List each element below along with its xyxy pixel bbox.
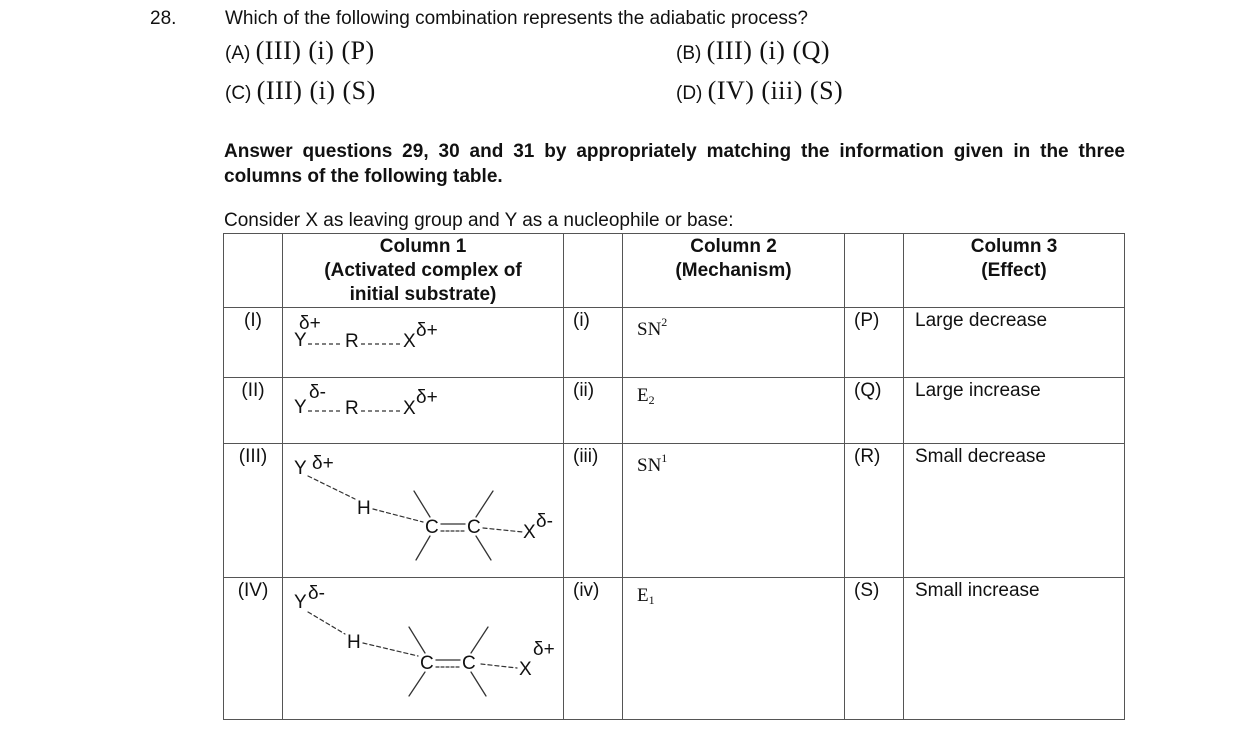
column-1-subtitle-2: initial substrate) — [349, 284, 497, 305]
mechanism-name: E — [637, 385, 649, 406]
mechanism-cell — [623, 578, 845, 720]
question-number: 28. — [150, 8, 177, 29]
carbon-2-label: C — [467, 517, 481, 538]
header-blank-3 — [845, 234, 904, 308]
option-d — [676, 76, 843, 106]
activated-complex-III — [283, 444, 564, 578]
table-row — [224, 578, 1125, 720]
option-b-letter: (B) — [676, 43, 702, 64]
mechanism-number: (iii) — [564, 444, 623, 578]
activated-complex-IV — [283, 578, 564, 720]
mechanism-cell — [623, 308, 845, 378]
substituent-bond — [471, 627, 488, 653]
mechanism-cell — [623, 378, 845, 444]
activated-complex-II — [283, 378, 564, 444]
partial-bond — [373, 509, 423, 522]
nucleophile-charge: δ- — [309, 382, 326, 403]
matching-table — [223, 233, 1125, 720]
effect-text: Small decrease — [904, 444, 1125, 578]
substituent-bond — [416, 536, 430, 560]
leaving-group-label: X — [523, 522, 536, 543]
leaving-group-label: X — [403, 331, 416, 352]
option-b-value: (III) (i) (Q) — [706, 36, 831, 65]
column-2-title: Column 2 — [690, 236, 777, 257]
effect-text: Large decrease — [904, 308, 1125, 378]
mechanism-number: (i) — [564, 308, 623, 378]
partial-bond — [483, 528, 523, 532]
effect-letter: (Q) — [845, 378, 904, 444]
option-d-value: (IV) (iii) (S) — [707, 76, 844, 105]
table-row — [224, 444, 1125, 578]
activated-complex-I — [283, 308, 564, 378]
effect-text: Large increase — [904, 378, 1125, 444]
leaving-group-charge: δ+ — [416, 387, 438, 408]
option-b — [676, 36, 830, 66]
row-number: (IV) — [224, 578, 283, 720]
hydrogen-label: H — [357, 498, 371, 519]
instruction-text: Answer questions 29, 30 and 31 by appropriately matching the information given in the three columns of the following table. — [224, 141, 1125, 187]
carbon-1-label: C — [420, 653, 434, 674]
header-blank-2 — [564, 234, 623, 308]
leaving-group-charge: δ+ — [416, 320, 438, 341]
activated-complex-cell — [283, 378, 564, 444]
mechanism-number: (iv) — [564, 578, 623, 720]
header-blank-1 — [224, 234, 283, 308]
column-1-subtitle-1: (Activated complex of — [324, 260, 522, 281]
leaving-group-label: X — [403, 398, 416, 419]
row-number: (III) — [224, 444, 283, 578]
nucleophile-charge: δ+ — [299, 313, 321, 334]
option-a-letter: (A) — [225, 43, 251, 64]
leaving-group-label: X — [519, 659, 532, 680]
mechanism-name: SN — [637, 455, 662, 476]
hydrogen-label: H — [347, 632, 361, 653]
mechanism-order: 2 — [661, 315, 668, 329]
substituent-bond — [476, 491, 493, 517]
base-charge: δ+ — [312, 453, 334, 474]
effect-letter: (P) — [845, 308, 904, 378]
option-c — [225, 76, 376, 106]
base-label: Y — [294, 592, 307, 613]
column-2-subtitle: (Mechanism) — [675, 260, 792, 281]
partial-bond — [481, 664, 517, 668]
mechanism-name: SN — [637, 319, 662, 340]
nucleophile-label: Y — [294, 330, 307, 351]
question-text: Which of the following combination represents the adiabatic process? — [225, 8, 808, 29]
partial-bond — [308, 476, 355, 499]
row-number: (I) — [224, 308, 283, 378]
option-c-value: (III) (i) (S) — [256, 76, 376, 105]
table-row — [224, 308, 1125, 378]
base-charge: δ- — [308, 583, 325, 604]
consider-text: Consider X as leaving group and Y as a nucleophile or base: — [224, 210, 734, 231]
table-row — [224, 378, 1125, 444]
carbon-1-label: C — [425, 517, 439, 538]
column-3-header — [904, 234, 1125, 308]
nucleophile-label: Y — [294, 397, 307, 418]
option-c-letter: (C) — [225, 83, 252, 104]
leaving-group-charge: δ- — [536, 511, 553, 532]
base-label: Y — [294, 458, 307, 479]
substrate-label: R — [345, 331, 359, 352]
row-number: (II) — [224, 378, 283, 444]
effect-letter: (R) — [845, 444, 904, 578]
option-a-value: (III) (i) (P) — [255, 36, 375, 65]
mechanism-number: (ii) — [564, 378, 623, 444]
column-3-title: Column 3 — [970, 236, 1058, 257]
leaving-group-charge: δ+ — [533, 639, 555, 660]
mechanism-name: E — [637, 585, 649, 606]
column-1-header — [283, 234, 564, 308]
partial-bond — [363, 643, 418, 656]
column-2-header — [623, 234, 845, 308]
mechanism-order: 1 — [661, 451, 668, 465]
mechanism-cell — [623, 444, 845, 578]
column-3-subtitle: (Effect) — [981, 260, 1047, 281]
activated-complex-cell — [283, 578, 564, 720]
substituent-bond — [414, 491, 430, 517]
mechanism-order: 2 — [648, 393, 655, 407]
column-1-title: Column 1 — [379, 236, 467, 257]
activated-complex-cell — [283, 308, 564, 378]
effect-text: Small increase — [904, 578, 1125, 720]
carbon-2-label: C — [462, 653, 476, 674]
substituent-bond — [471, 672, 486, 696]
table-header-row — [224, 234, 1125, 308]
option-a — [225, 36, 375, 66]
mechanism-order: 1 — [648, 593, 655, 607]
effect-letter: (S) — [845, 578, 904, 720]
substrate-label: R — [345, 398, 359, 419]
substituent-bond — [409, 672, 425, 696]
option-d-letter: (D) — [676, 83, 703, 104]
activated-complex-cell — [283, 444, 564, 578]
substituent-bond — [409, 627, 425, 653]
partial-bond — [308, 612, 345, 634]
substituent-bond — [476, 536, 491, 560]
